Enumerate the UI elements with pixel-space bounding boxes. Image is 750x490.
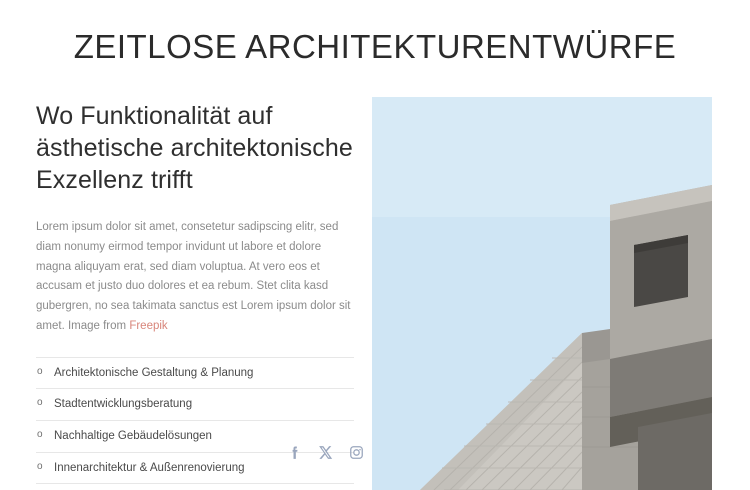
list-item-label: Nachhaltige Gebäudelösungen bbox=[54, 429, 212, 442]
instagram-icon[interactable] bbox=[348, 444, 365, 461]
social-links bbox=[286, 444, 365, 461]
list-marker-icon: o bbox=[37, 428, 43, 440]
instagram-glyph bbox=[348, 444, 365, 461]
list-marker-icon: o bbox=[37, 397, 43, 409]
body-paragraph bbox=[36, 218, 354, 337]
architecture-photo-illustration bbox=[372, 97, 712, 490]
list-marker-icon: o bbox=[37, 460, 43, 472]
facebook-glyph bbox=[286, 444, 303, 461]
content-column bbox=[36, 100, 366, 484]
list-item[interactable] bbox=[36, 357, 354, 390]
services-list bbox=[36, 357, 354, 485]
list-item-label: Stadtentwicklungsberatung bbox=[54, 398, 193, 411]
section-subheading: Wo Funktionalität auf ästhetische architektonische Exzellenz trifft bbox=[36, 102, 353, 194]
body-paragraph-text: Lorem ipsum dolor sit amet, consetetur sadipscing elitr, sed diam nonumy eirmod tempor invidunt ut labore et dolore magna aliquyam erat, sed diam voluptua. At vero eos et accusam et justo duo dolores et ea rebum. Stet clita kasd gubergren, no sea takimata sanctus est Lorem ipsum dolor sit amet. Image from bbox=[36, 221, 351, 332]
list-item[interactable] bbox=[36, 389, 354, 421]
architecture-photo bbox=[372, 97, 712, 490]
x-icon[interactable] bbox=[317, 444, 334, 461]
list-item-label: Architektonische Gestaltung & Planung bbox=[54, 366, 254, 379]
x-glyph bbox=[317, 444, 334, 461]
list-item-label: Innenarchitektur & Außenrenovierung bbox=[54, 461, 245, 474]
page-title: ZEITLOSE ARCHITEKTURENTWÜRFE bbox=[73, 28, 677, 65]
facebook-icon[interactable] bbox=[286, 444, 303, 461]
list-marker-icon: o bbox=[37, 365, 43, 377]
freepik-link[interactable]: Freepik bbox=[129, 319, 168, 332]
